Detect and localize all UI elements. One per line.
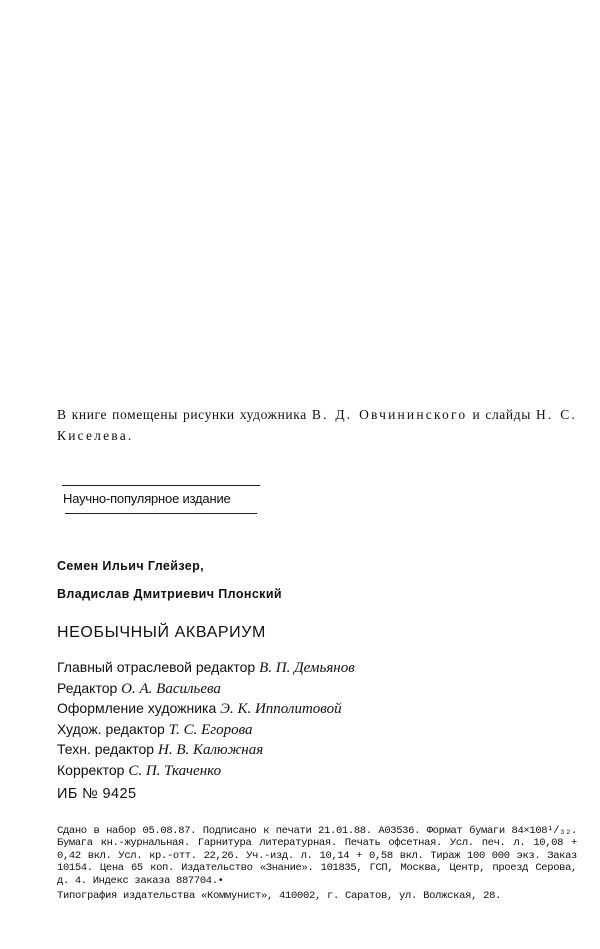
author-2: Владислав Дмитриевич Плонский xyxy=(57,587,282,601)
credit-role: Худож. редактор xyxy=(57,720,165,737)
genre-label: Научно-популярное издание xyxy=(63,491,231,506)
credit-row xyxy=(57,679,355,700)
credit-role: Корректор xyxy=(57,761,125,778)
credit-name: В. П. Демьянов xyxy=(259,660,355,676)
photographer-name: Н. С. Киселева. xyxy=(57,407,577,443)
ib-number: ИБ № 9425 xyxy=(57,786,137,802)
illustrations-note xyxy=(57,404,577,446)
artist-name: В. Д. Овчининского xyxy=(311,407,468,422)
credit-name: Э. К. Ипполитовой xyxy=(220,701,342,717)
credits-list xyxy=(57,658,355,781)
credit-role: Техн. редактор xyxy=(57,741,155,757)
credit-name: Т. С. Егорова xyxy=(168,721,253,738)
imprint-block xyxy=(57,825,577,902)
author-1: Семен Ильич Глейзер, xyxy=(57,559,205,573)
credit-row xyxy=(57,720,355,741)
printer-line: Типография издательства «Коммунист», 410002, г. Саратов, ул. Волжская, 28. xyxy=(57,890,502,903)
credit-role: Редактор xyxy=(57,679,118,696)
imprint-text: Сдано в набор 05.08.87. Подписано к печати 21.01.88. А03536. Формат бумаги 84×108¹/₃₂. Бумага кн.-журнальная. Гарнитура литературная. Печать офсетная. Усл. печ. л. 10,08 + 0,42 вкл. Усл. кр.-отт. 22,26. Уч.-изд. л. 10,14 + 0,58 вкл. Тираж 100 000 экз. Заказ 10154. Цена 65 коп. Издательство «Знание». 101835, ГСП, Москва, Центр, проезд Серова, д. 4. Индекс заказа 887704.• xyxy=(57,825,577,887)
credit-name: О. А. Васильева xyxy=(121,680,221,697)
credit-role: Оформление художника xyxy=(57,700,217,716)
credit-name: Н. В. Калюжная xyxy=(157,742,264,758)
genre-block xyxy=(62,485,262,514)
credit-row xyxy=(57,761,355,782)
credit-role: Главный отраслевой редактор xyxy=(57,659,256,675)
credit-row xyxy=(57,740,355,761)
credit-row xyxy=(57,699,355,720)
illustrations-text-mid: и слайды xyxy=(472,407,531,422)
illustrations-text-lead: В книге помещены рисунки художника xyxy=(57,407,307,422)
credit-row xyxy=(57,658,355,679)
genre-top-rule xyxy=(62,485,260,486)
genre-bottom-rule xyxy=(65,513,257,514)
credit-name: С. П. Ткаченко xyxy=(128,762,222,779)
book-title: НЕОБЫЧНЫЙ АКВАРИУМ xyxy=(57,624,266,641)
